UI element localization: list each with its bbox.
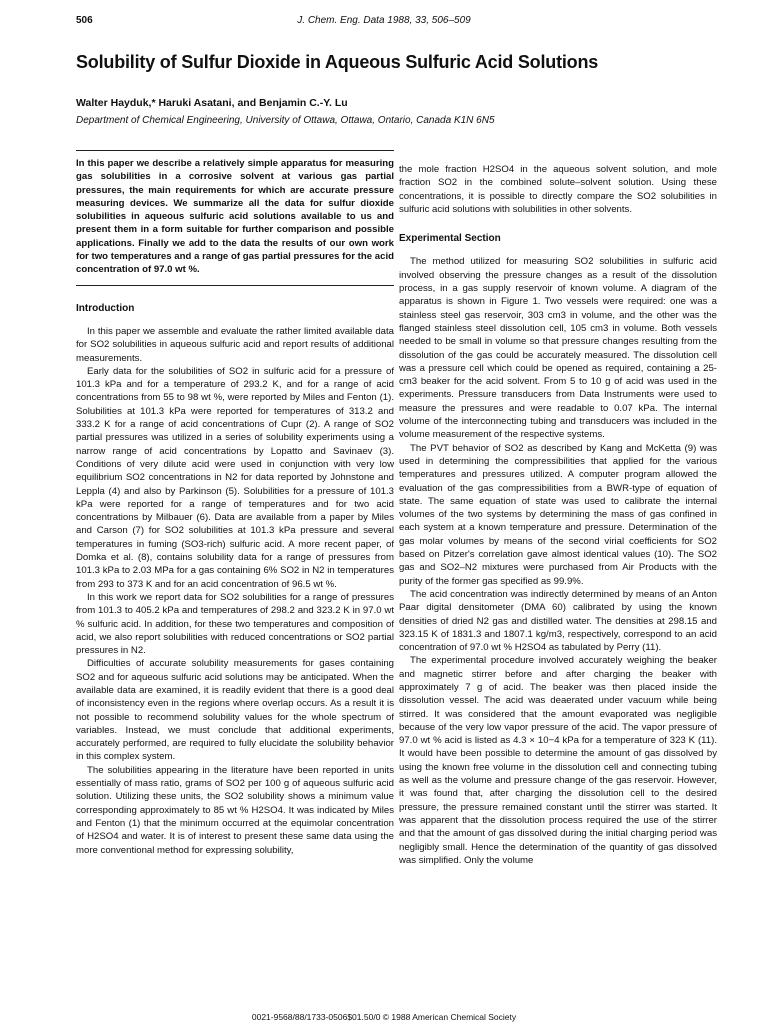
abstract: In this paper we describe a relatively simple apparatus for measuring gas solubilities in a corrosive solvent at various gas partial pressures, the main requirements for which are accurate pressure measuring devices. We summarize all the data for sulfur dioxide solubilities in aqueous sulfuric acid solutions available to us and present them in a form suitable for further comparison and possible applications. Finally we add to the data the results of our own work for two temperatures and a range of gas partial pressures for the acid concentration of 97.0 wt %. [76,158,394,276]
section-heading-introduction: Introduction [76,302,135,314]
intro-paragraph: In this paper we assemble and evaluate the rather limited available data for SO2 solubilities in aqueous sulfuric acid and report results of additional measurements. [76,325,394,364]
affiliation: Department of Chemical Engineering, University of Ottawa, Ottawa, Ontario, Canada K1N 6N5 [76,115,495,126]
copyright-footer: 0021-9568/88/1733-0506$01.50/0 © 1988 American Chemical Society [251,1012,517,1022]
intro-paragraph: Difficulties of accurate solubility measurements for gases containing SO2 and for aqueous sulfuric acid solutions may be anticipated. When the available data are examined, it is readily evident that there is a good deal of inconsistency even in the regions where overlap occurs. As a result it is not possible to recommend solubility values for the whole spectrum of variables. Instead, we must conclude that additional experiments, accurately performed, are required to fully elucidate the solubility behavior in this complex system. [76,658,394,763]
left-column [76,150,394,857]
paper-title: Solubility of Sulfur Dioxide in Aqueous Sulfuric Acid Solutions [76,52,599,72]
intro-paragraph: In this work we report data for SO2 solubilities for a range of pressures from 101.3 to 405.2 kPa and temperatures of 298.2 and 323.2 K in 97.0 wt % sulfuric acid. In addition, for these two temperatures and composition of acid, we also report solubilities with reduced concentrations or SO2 partial pressures in N2. [76,591,394,657]
intro-paragraph: The solubilities appearing in the literature have been reported in units essentially of mass ratio, grams of SO2 per 100 g of aqueous sulfuric acid solution. Utilizing these units, the SO2 solubility shows a minimum value corresponding approximately to 85 wt % H2SO4. It was indicated by Miles and Fenton (1) that the minimum occurred at the equimolar concentration of H2SO4 and water. It is of interest to present these same data using the more conventional method for expressing solubility, [76,764,394,856]
page-number: 506 [76,15,93,26]
continued-paragraph: the mole fraction H2SO4 in the aqueous solvent solution, and mole fraction SO2 in the combined solute–solvent solution. Using these concentrations, it is possible to directly compare the SO2 solubilities in sulfuric acid solutions with solubilities in other solvents. [399,164,717,215]
experimental-paragraph: The PVT behavior of SO2 as described by Kang and McKetta (9) was used in determining the compressibilities that applied for the various temperatures and pressures utilized. A computer program allowed the evaluation of the gas compressibilities from a BWR-type of equation of state. The same equation of state was used to calibrate the internal volumes of the two systems by determining the mass of gas confined in each system at a known temperature and pressure. Determination of the gas molar volumes by means of the second virial coefficients for SO2 based on Pitzer's correlation gave almost identical values (10). The SO2 gas and SO2–N2 mixtures were purchased from Air Products with the purity of the former gas specified as 99.9%. [399,442,717,587]
running-head: J. Chem. Eng. Data 1988, 33, 506–509 [297,15,471,26]
abstract-bottom-rule [76,285,394,286]
section-heading-experimental: Experimental Section [399,233,501,245]
experimental-paragraph: The method utilized for measuring SO2 solubilities in sulfuric acid involved observing the pressure changes as a result of the dissolution process, in a gas supply reservoir of known volume. A diagram of the apparatus is shown in Figure 1. Two vessels were required: one was a stainless steel gas reservoir, 303 cm3 in volume, and the other was the flanged stainless steel dissolution cell, 105 cm3 in volume. Both vessels needed to be small in volume so that pressure changes resulting from the dissolution of the gas could be accurately measured. The dissolution cell was a pressure cell which could be opened as required, containing a 25-cm3 beaker for the acid solvent. From 5 to 10 g of acid was used in the experiments. Pressure transducers from Data Instruments were used to measure the pressures and were readable to 0.07 kPa. The internal volume of the interconnecting tubing and transducers was included in the volume measurement of the respective systems. [399,256,717,441]
right-column [399,163,717,867]
author-list: Walter Hayduk,* Haruki Asatani, and Benjamin C.-Y. Lu [76,97,348,109]
experimental-paragraph: The acid concentration was indirectly determined by means of an Anton Paar digital densitometer (DMA 60) calibrated by using the known densities of dried N2 gas and distilled water. The densities at 298.15 and 323.15 K of 1831.3 and 1807.1 kg/m3, respectively, correspond to an acid concentration of 97.0 wt % H2SO4 as tabulated by Perry (11). [399,588,717,654]
experimental-paragraph: The experimental procedure involved accurately weighing the beaker and magnetic stirrer before and after charging the beaker with approximately 7 g of acid. The beaker was then placed inside the dissolution vessel. The acid was deaerated under vacuum while being stirred. It was considered that the amount evaporated was negligible because of the very low vapor pressure of the acid. The vapor pressure of 97.0 wt % acid is listed as 4.3 × 10−4 kPa for a temperature of 323 K (11). It would have been possible to determine the amount of gas dissolved by using the known free volume in the dissolution cell and connecting tubing as well as the volume and pressure change of the gas reservoir. However, it was found that, after charging the dissolution cell to the desired pressure, the pressure remained constant until the stirrer was started. It was apparent that the dissolution process required the use of the stirrer and that the amount of gas dissolved during the initial charging period was negligibly small. Hence the determination of the quantity of gas dissolved was simplified. Only the volume [399,655,717,866]
intro-paragraph: Early data for the solubilities of SO2 in sulfuric acid for a pressure of 101.3 kPa and for a temperature of 293.2 K, and for a range of acid concentrations from 55 to 98 wt %, were reported by Miles and Fenton (1). Solubilities at 101.3 kPa were reported for temperatures of 313.2 and 333.2 K for a range of acid concentrations of Cupr (2). A range of SO2 partial pressures was utilized in a series of solubility experiments using a narrow range of acid concentrations by Lopatto and Savinaev (3). Conditions of very dilute acid were used in conjunction with very low equilibrium SO2 concentrations in N2 for data reported by Johnstone and Leppla (4) and also by Parkinson (5). Solubilities for a pressure of 101.3 kPa were reported for a range of temperatures and for two acid concentrations by Milbauer (6). Data are available from a paper by Miles and Carson (7) for SO2 solubilities at 101.3 kPa pressure and several temperatures in fuming (SO3-rich) sulfuric acid. A more recent paper, of Domka et al. (8), contains solubility data for a range of pressures from 101.3 kPa to 2.03 MPa for a gas containing 6% SO2 in N2 in temperatures from 293 to 373 K and for an acid concentration of 96.5 wt %. [76,365,394,590]
